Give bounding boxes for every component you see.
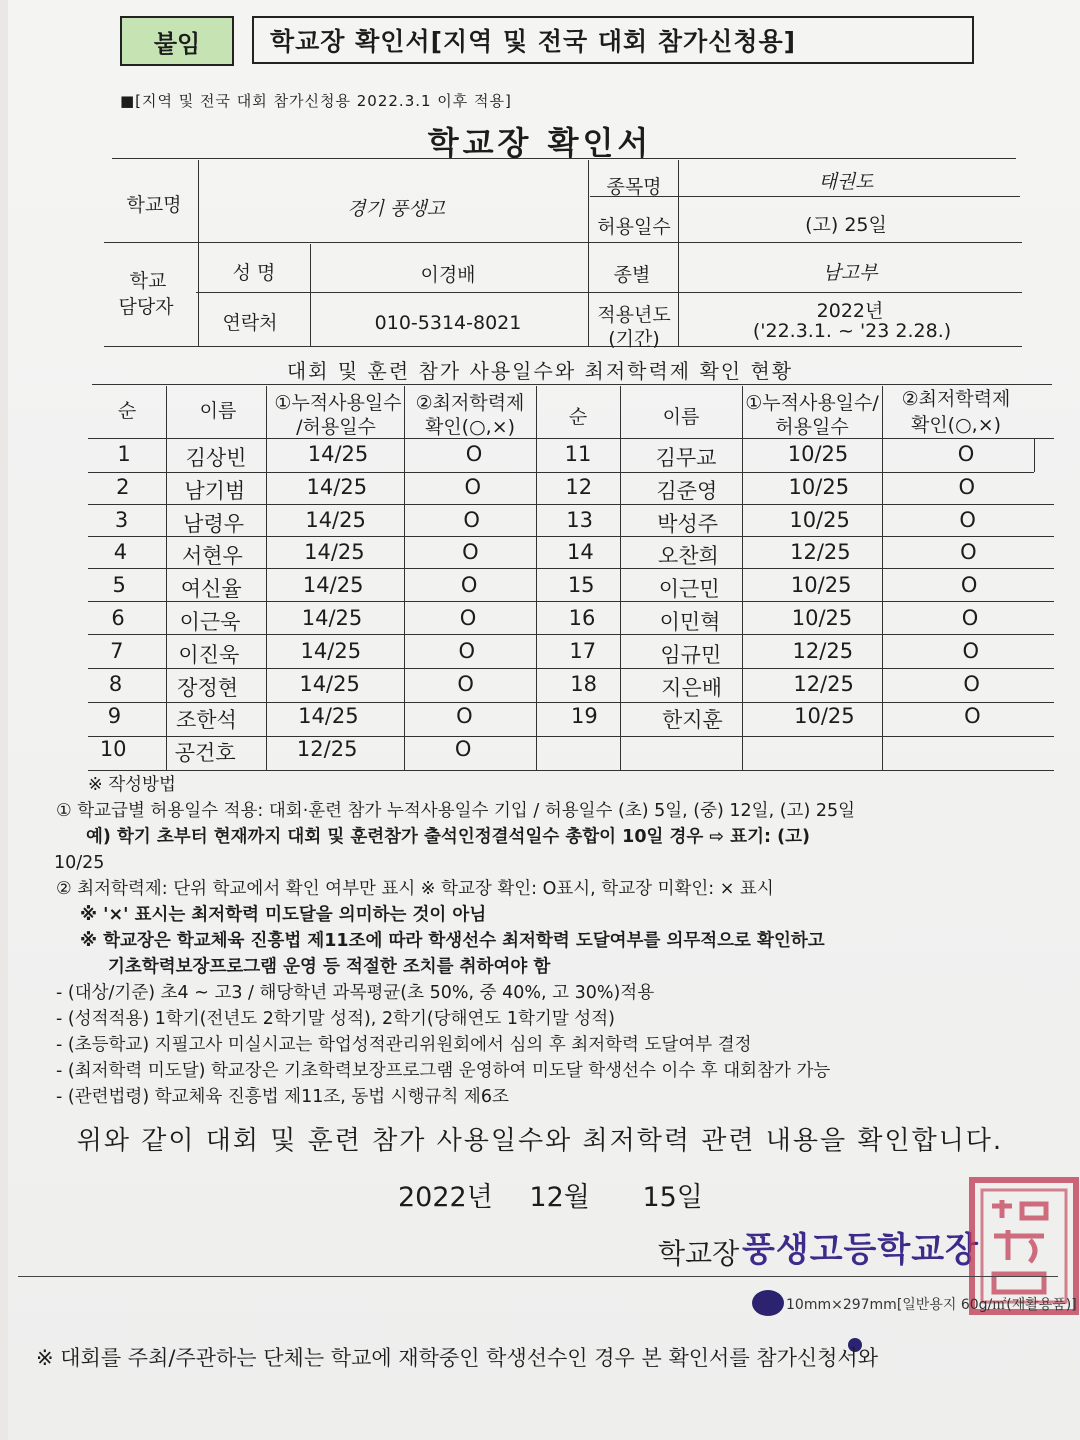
cell-check: O (463, 507, 480, 532)
status-heading: 대회 및 훈련 참가 사용일수와 최저학력제 확인 현황 (286, 359, 794, 383)
cell-days: 14/25 (300, 638, 362, 663)
sport-label: 종목명 (606, 176, 662, 198)
cell-name: 김무교 (655, 446, 717, 470)
cell-days: 14/25 (302, 573, 364, 598)
cell-days: 14/25 (298, 704, 359, 729)
cell-check: O (957, 442, 975, 466)
attachment-tag: 붙임 (120, 16, 234, 66)
cell-days: 10/25 (790, 573, 852, 598)
method-line-6: ※ 학교장은 학교체육 진흥법 제11조에 따라 학생선수 최저학력 도달여부를 의무적으로 확인하고 (80, 931, 825, 951)
method-line-10: - (초등학교) 지필고사 미실시교는 학업성적관리위원회에서 심의 후 최저학력 도달여부 결정 (56, 1035, 752, 1055)
period-label-line1: 적용년도 (597, 304, 671, 326)
header-min-left-2: 확인(○,×) (424, 416, 516, 438)
header-days-right-2: 허용일수 (775, 416, 849, 438)
cell-check: O (960, 573, 978, 598)
cell-days: 10/25 (788, 474, 850, 499)
cell-no: 18 (570, 671, 597, 696)
method-line-3: 10/25 (54, 853, 105, 873)
cell-no: 11 (564, 442, 592, 466)
issue-date (398, 1175, 703, 1214)
cell-days: 12/25 (793, 671, 854, 696)
header-name-left: 이름 (199, 400, 237, 422)
manager-name-label: 성 명 (232, 262, 276, 284)
cell-name: 여신율 (180, 577, 242, 602)
cell-name: 서현우 (181, 544, 243, 569)
cell-days: 10/25 (789, 507, 850, 532)
cell-days: 14/25 (306, 474, 368, 499)
cell-check: O (959, 507, 976, 532)
cell-days: 14/25 (307, 442, 369, 466)
header-no-right: 순 (568, 406, 588, 428)
banner-title: 학교장 확인서[지역 및 전국 대회 참가신청용] (252, 16, 974, 64)
method-line-1: ① 학교급별 허용일수 적용: 대회·훈련 참가 누적사용일수 기입 / 허용일수 (초) 5일, (중) 12일, (고) 25일 (56, 801, 856, 821)
cell-no: 14 (567, 540, 594, 565)
cell-no: 10 (99, 737, 127, 762)
cell-name: 조한석 (175, 708, 237, 733)
cell-check: O (960, 540, 977, 565)
cell-name: 김상빈 (185, 446, 247, 470)
sport-value: 태권도 (818, 171, 874, 193)
cell-days: 12/25 (790, 540, 851, 565)
cell-name: 임규민 (660, 642, 722, 667)
cell-no: 15 (567, 573, 595, 598)
cell-no: 19 (571, 704, 598, 729)
cell-check: O (459, 606, 477, 630)
date-month: 12월 (529, 1182, 590, 1213)
cell-days: 12/25 (792, 638, 854, 663)
cell-check: O (462, 540, 479, 565)
cell-days: 14/25 (299, 671, 360, 696)
cell-no: 17 (569, 638, 597, 663)
division-value: 남고부 (822, 262, 878, 284)
cell-name: 공건호 (174, 741, 236, 766)
header-days-left-2: /허용일수 (296, 416, 376, 438)
cell-no: 16 (568, 606, 596, 630)
paper-spec: 10mm×297mm[일반용지 60g/㎡(재활용품)] (786, 1297, 1077, 1313)
cell-no: 2 (116, 474, 130, 499)
division-label: 종별 (613, 264, 651, 286)
manager-label-line2: 담당자 (118, 296, 174, 318)
cell-check: O (464, 474, 482, 499)
writing-method (56, 772, 1066, 1110)
applicability-note: ■[지역 및 전국 대회 참가신청용 2022.3.1 이후 적용] (120, 92, 512, 110)
cell-name: 김준영 (656, 478, 718, 503)
school-name-label: 학교명 (126, 194, 182, 216)
cell-check: O (964, 704, 981, 729)
cell-name: 지은배 (661, 675, 723, 700)
header-min-left-1: ②최저학력제 (415, 392, 525, 414)
method-title: ※ 작성방법 (88, 775, 176, 795)
cell-days: 14/25 (301, 606, 363, 630)
header-min-right-1: ②최저학력제 (901, 388, 1011, 410)
allowed-days-value: (고) 25일 (805, 214, 887, 236)
cell-days: 14/25 (304, 540, 365, 565)
cell-name: 이근민 (658, 577, 720, 602)
cell-check: O (460, 573, 478, 598)
divider (18, 1276, 1058, 1277)
manager-name-value: 이경배 (420, 264, 476, 286)
cell-name: 이민혁 (659, 610, 721, 634)
cell-days: 10/25 (794, 704, 855, 729)
cell-check: O (958, 474, 976, 499)
cell-no: 1 (117, 442, 131, 466)
header-min-right-2: 확인(○,×) (910, 414, 1002, 436)
cell-name: 박성주 (657, 511, 719, 536)
method-line-12: - (관련법령) 학교체육 진흥법 제11조, 동법 시행규칙 제6조 (56, 1087, 509, 1107)
date-day: 15일 (642, 1182, 703, 1213)
contact-label: 연락처 (222, 312, 278, 334)
cell-name: 장정현 (177, 675, 239, 700)
cell-no: 13 (566, 507, 593, 532)
contact-value: 010-5314-8021 (374, 312, 522, 334)
method-line-11: - (최저학력 미도달) 학교장은 기초학력보장프로그램 운영하여 미도달 학생선수 이수 후 대회참가 가능 (56, 1061, 831, 1081)
cell-check: O (962, 638, 980, 663)
cell-days: 14/25 (305, 507, 366, 532)
cell-check: O (454, 737, 472, 762)
ink-blot (752, 1290, 784, 1316)
signer-title: 학교장 (658, 1237, 740, 1270)
cell-no: 12 (565, 474, 593, 499)
method-line-7: 기초학력보장프로그램 운영 등 적절한 조치를 취하여야 함 (108, 957, 551, 977)
page-title: 학교장 확인서 (427, 124, 653, 162)
method-line-2: 예) 학기 초부터 현재까지 대회 및 훈련참가 출석인정결석일수 총합이 10일 경우 ⇨ 표기: (고) (86, 827, 810, 847)
cell-no: 3 (114, 507, 129, 532)
header-days-left-1: ①누적사용일수 (274, 392, 402, 414)
period-label-line2: (기간) (608, 328, 660, 350)
school-principal-stamp: 풍생고등학교장 (742, 1230, 979, 1270)
method-line-9: - (성적적용) 1학기(전년도 2학기말 성적), 2학기(당해연도 1학기말 성적) (56, 1009, 615, 1029)
method-line-4: ② 최저학력제: 단위 학교에서 확인 여부만 표시 ※ 학교장 확인: O표시, 학교장 미확인: × 표시 (56, 879, 774, 899)
cell-days: 10/25 (787, 442, 849, 466)
school-name-value: 경기 풍생고 (347, 198, 445, 220)
cell-no: 6 (111, 606, 125, 630)
confirmation-statement: 위와 같이 대회 및 훈련 참가 사용일수와 최저학력 관련 내용을 확인합니다. (76, 1126, 1004, 1156)
cell-check: O (961, 606, 979, 630)
allowed-days-label: 허용일수 (597, 216, 671, 238)
manager-label-line1: 학교 (129, 270, 167, 292)
period-value-range: ('22.3.1. ~ '23 2.28.) (752, 320, 952, 342)
cell-name: 남기범 (184, 478, 246, 503)
cell-check: O (465, 442, 483, 466)
cell-name: 한지훈 (661, 708, 723, 733)
cell-check: O (458, 638, 476, 663)
cell-check: O (456, 704, 473, 729)
cell-check: O (963, 671, 980, 696)
cell-name: 오찬희 (657, 544, 719, 569)
cell-name: 이근욱 (179, 610, 241, 634)
cell-no: 9 (107, 704, 122, 729)
method-line-5: ※ '×' 표시는 최저학력 미도달을 의미하는 것이 아님 (80, 905, 487, 925)
header-name-right: 이름 (662, 406, 700, 428)
cell-days: 12/25 (296, 737, 358, 762)
cell-name: 남령우 (183, 511, 245, 536)
cell-no: 7 (110, 638, 124, 663)
date-year: 2022년 (398, 1182, 493, 1213)
cell-no: 4 (113, 540, 128, 565)
cell-days: 10/25 (791, 606, 853, 630)
top-banner (120, 16, 974, 68)
header-no-left: 순 (117, 400, 137, 422)
method-line-8: - (대상/기준) 초4 ~ 고3 / 해당학년 과목평균(초 50%, 중 40%, 고 30%)적용 (56, 983, 655, 1003)
cell-no: 5 (112, 573, 126, 598)
cell-no: 8 (108, 671, 123, 696)
bottom-note: ※ 대회를 주최/주관하는 단체는 학교에 재학중인 학생선수인 경우 본 확인서를 참가신청서와 (36, 1346, 879, 1370)
period-value-year: 2022년 (816, 300, 884, 322)
cell-name: 이진욱 (178, 642, 240, 667)
header-days-right-1: ①누적사용일수/ (745, 392, 879, 414)
cell-check: O (457, 671, 474, 696)
